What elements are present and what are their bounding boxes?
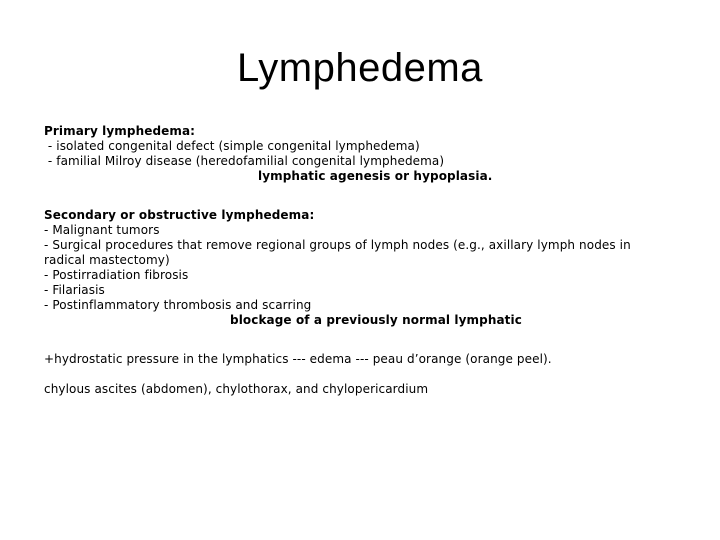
secondary-item-irradiation: - Postirradiation fibrosis [44,268,189,282]
slide-title: Lymphedema [237,46,483,90]
secondary-heading: Secondary or obstructive lymphedema: [44,208,315,222]
secondary-item-thrombosis: - Postinflammatory thrombosis and scarring [44,298,312,312]
effects-line: chylous ascites (abdomen), chylothorax, and chylopericardium [44,382,429,396]
primary-heading: Primary lymphedema: [44,124,196,138]
secondary-conclusion: blockage of a previously normal lymphatic [230,313,522,327]
secondary-item-filariasis: - Filariasis [44,283,105,297]
primary-item-milroy: - familial Milroy disease (heredofamilial congenital lymphedema) [44,154,445,168]
primary-item-isolated: - isolated congenital defect (simple congenital lymphedema) [44,139,420,153]
pressure-line: +hydrostatic pressure in the lymphatics --- edema --- peau d’orange (orange peel). [44,352,552,366]
primary-conclusion: lymphatic agenesis or hypoplasia. [258,169,493,183]
secondary-item-tumors: - Malignant tumors [44,223,160,237]
slide-body [44,124,684,397]
secondary-item-surgical: - Surgical procedures that remove regional groups of lymph nodes (e.g., axillary lymph nodes in radical mastectomy) [44,238,631,267]
